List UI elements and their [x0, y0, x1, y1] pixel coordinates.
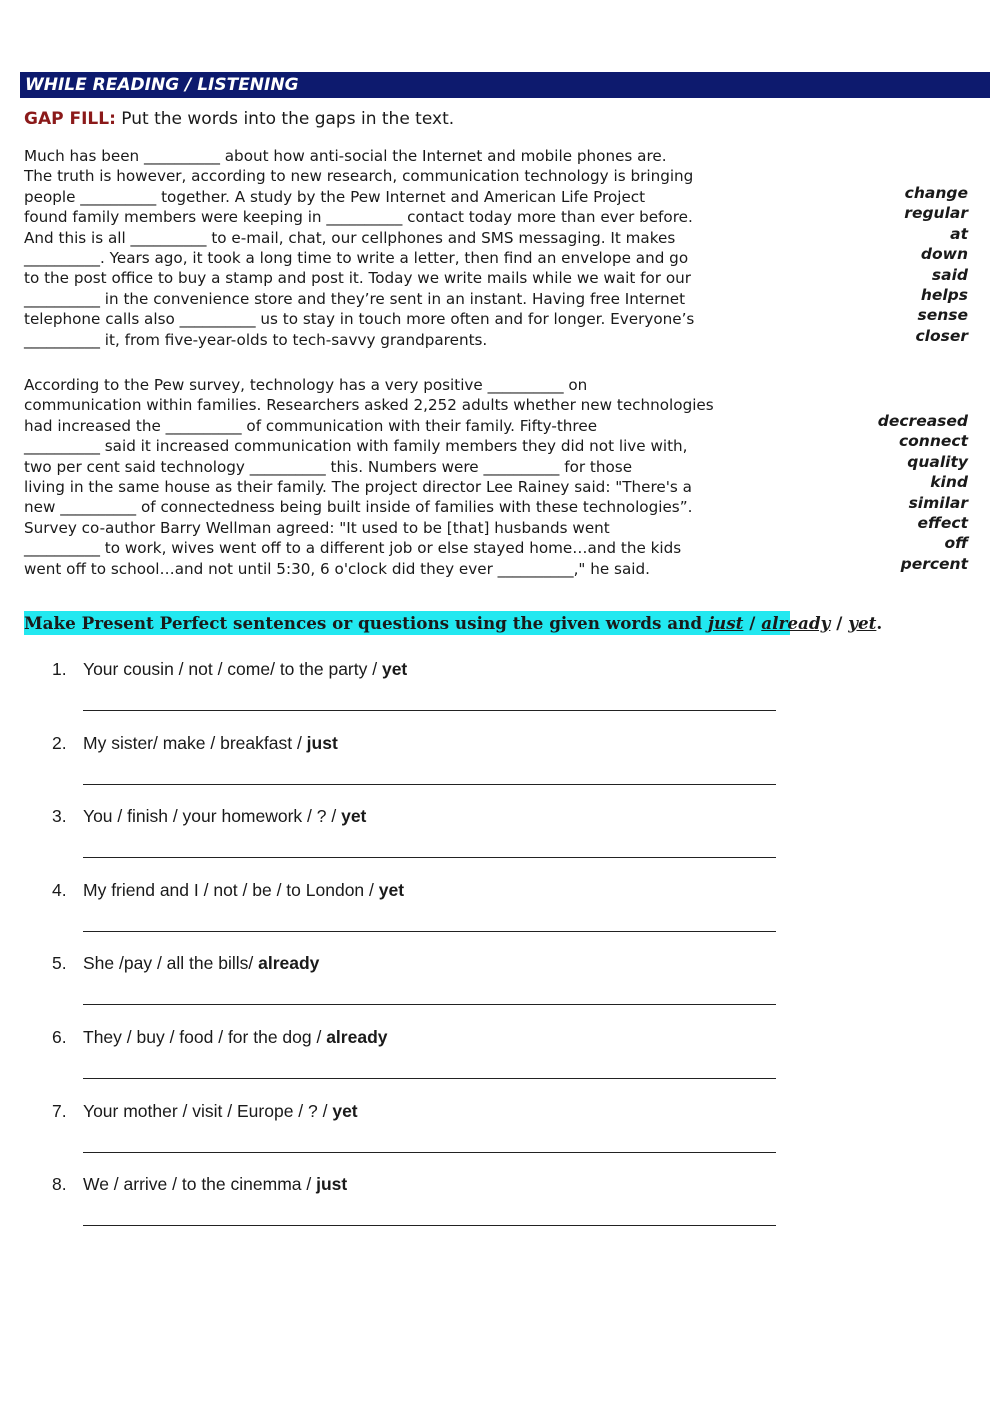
item-prompt: My friend and I / not / be / to London / [83, 879, 379, 900]
answer-line[interactable] [83, 857, 776, 858]
item-prompt: She /pay / all the bills/ [83, 953, 259, 974]
exercise-item [52, 1171, 792, 1245]
word-bank-2 [808, 411, 968, 574]
exercise-item [52, 1098, 792, 1172]
item-number: 4. [52, 879, 67, 900]
paragraph-line: And this is all __________ to e-mail, chat, our cellphones and SMS messaging. It makes [24, 228, 676, 247]
task-separator: / [743, 613, 762, 633]
word-bank-word: down [920, 245, 968, 264]
reading-paragraph-1 [24, 146, 814, 350]
paragraph-line: According to the Pew survey, technology has a very positive __________ on [24, 376, 588, 394]
word-bank-word: effect [917, 514, 968, 533]
word-bank-word: percent [900, 554, 968, 573]
gap-fill-instruction: Put the words into the gaps in the text. [121, 109, 455, 129]
task-separator: / [830, 613, 849, 633]
item-number: 2. [52, 732, 67, 753]
word-bank-1 [808, 183, 968, 346]
word-bank-word: similar [908, 493, 968, 512]
paragraph-line: people __________ together. A study by the Pew Internet and American Life Project [24, 187, 646, 206]
exercise-item [52, 950, 792, 1024]
item-number: 3. [52, 806, 67, 827]
gap-fill-heading [24, 108, 454, 130]
paragraph-line: two per cent said technology __________ this. Numbers were __________ for those [24, 457, 633, 476]
answer-line[interactable] [83, 1152, 776, 1153]
item-keyword: yet [332, 1100, 358, 1121]
reading-paragraph-2 [24, 375, 814, 579]
answer-line[interactable] [83, 1004, 776, 1005]
item-prompt: Your cousin / not / come/ to the party / [83, 659, 382, 679]
item-prompt: We / arrive / to the cinemma / [83, 1174, 317, 1195]
answer-line[interactable] [83, 931, 776, 932]
paragraph-line: new __________ of connectedness being built inside of families with these technologies”. [24, 498, 693, 517]
answer-line[interactable] [83, 710, 776, 711]
item-keyword: just [316, 1174, 348, 1195]
paragraph-line: communication within families. Researchers asked 2,252 adults whether new technologies [24, 396, 714, 415]
paragraph-line: The truth is however, according to new research, communication technology is bringing [24, 167, 694, 186]
paragraph-line: __________ in the convenience store and they’re sent in an instant. Having free Internet [24, 289, 686, 308]
exercise-list [52, 656, 792, 1245]
item-prompt: They / buy / food / for the dog / [83, 1026, 327, 1047]
exercise-item [52, 656, 792, 730]
task-word-yet: yet [848, 613, 877, 633]
item-prompt: My sister/ make / breakfast / [83, 732, 307, 753]
word-bank-word: at [950, 224, 968, 243]
word-bank-word: decreased [877, 412, 968, 430]
paragraph-line: went off to school…and not until 5:30, 6 o'clock did they ever __________," he said. [24, 559, 650, 578]
item-keyword: yet [378, 879, 405, 900]
paragraph-line: __________. Years ago, it took a long time to write a letter, then find an envelope and go [24, 249, 689, 268]
task-word-just: just [707, 613, 744, 633]
paragraph-line: had increased the __________ of communication with their family. Fifty-three [24, 416, 598, 435]
item-prompt: You / finish / your homework / ? / [83, 806, 342, 827]
paragraph-line: living in the same house as their family. The project director Lee Rainey said: "There's a [24, 478, 692, 497]
item-keyword: yet [381, 659, 408, 679]
paragraph-line: Much has been __________ about how anti-social the Internet and mobile phones are. [24, 147, 667, 165]
paragraph-line: __________ it, from five-year-olds to tech-savvy grandparents. [24, 330, 488, 349]
paragraph-line: found family members were keeping in __________ contact today more than ever before. [24, 208, 693, 227]
paragraph-line: to the post office to buy a stamp and post it. Today we write mails while we wait for our [24, 269, 692, 288]
paragraph-line: __________ said it increased communication with family members they did not live with, [24, 437, 688, 456]
answer-line[interactable] [83, 1225, 776, 1226]
item-keyword: just [306, 732, 338, 753]
paragraph-line: __________ to work, wives went off to a different job or else stayed home…and the kids [24, 539, 682, 558]
word-bank-word: closer [915, 326, 968, 345]
item-keyword: already [258, 953, 320, 974]
item-number: 6. [52, 1026, 67, 1047]
exercise-item [52, 803, 792, 877]
exercise-item [52, 877, 792, 951]
exercise-item [52, 1024, 792, 1098]
word-bank-word: kind [930, 473, 968, 492]
task-text: Make Present Perfect sentences or questions using the given words and [24, 613, 708, 633]
item-prompt: Your mother / visit / Europe / ? / [83, 1100, 333, 1121]
answer-line[interactable] [83, 1078, 776, 1079]
word-bank-word: said [931, 265, 968, 284]
item-number: 1. [52, 659, 67, 679]
task-instruction [24, 611, 883, 635]
item-number: 7. [52, 1100, 67, 1121]
word-bank-word: change [904, 184, 968, 202]
word-bank-word: off [944, 534, 968, 553]
word-bank-word: helps [920, 286, 968, 305]
paragraph-line: Survey co-author Barry Wellman agreed: "It used to be [that] husbands went [24, 518, 610, 537]
item-keyword: yet [341, 806, 367, 827]
word-bank-word: quality [907, 452, 968, 471]
item-number: 8. [52, 1174, 67, 1195]
item-keyword: already [326, 1026, 388, 1047]
gap-fill-label: GAP FILL: [24, 109, 116, 129]
word-bank-word: sense [917, 306, 968, 325]
task-end: . [876, 613, 883, 633]
section-banner: WHILE READING / LISTENING [20, 72, 990, 98]
word-bank-word: connect [898, 432, 968, 451]
exercise-item [52, 730, 792, 804]
item-number: 5. [52, 953, 67, 974]
paragraph-line: telephone calls also __________ us to stay in touch more often and for longer. Everyone’s [24, 310, 695, 329]
word-bank-word: regular [904, 204, 968, 223]
task-word-already: already [761, 613, 831, 633]
answer-line[interactable] [83, 784, 776, 785]
